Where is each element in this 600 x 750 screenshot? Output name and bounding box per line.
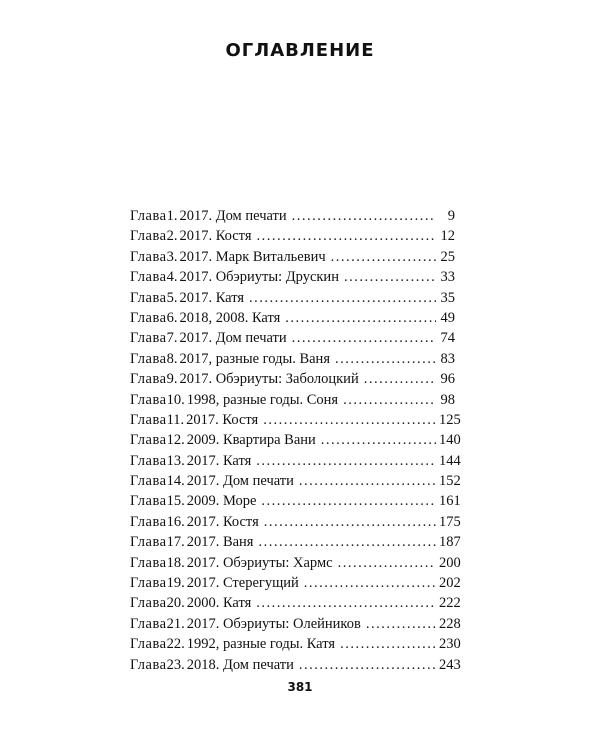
- chapter-number: 10.: [166, 391, 185, 408]
- page-number: 381: [287, 680, 313, 694]
- chapter-title: 2017. Марк Витальевич: [179, 248, 326, 265]
- chapter-page: 187: [439, 534, 461, 551]
- toc-entry: [130, 349, 455, 369]
- toc-entry: [130, 247, 455, 267]
- chapter-number: 6.: [166, 309, 178, 326]
- dot-leader: [292, 328, 436, 348]
- toc-entry: [130, 634, 461, 654]
- chapter-title: 2017. Дом печати: [179, 208, 287, 224]
- chapter-page: 74: [440, 330, 455, 347]
- chapter-label: Глава: [130, 248, 167, 265]
- dot-leader: [344, 267, 436, 287]
- toc-entry: [130, 267, 455, 287]
- chapter-page: 202: [439, 575, 461, 592]
- chapter-page: 96: [440, 371, 455, 388]
- chapter-label: Глава: [130, 269, 167, 286]
- chapter-label: Глава: [130, 208, 167, 224]
- chapter-number: 14.: [166, 473, 185, 490]
- chapter-title: 2009. Море: [186, 493, 257, 510]
- chapter-title: 1992, разные годы. Катя: [186, 636, 336, 653]
- chapter-page: 243: [439, 656, 461, 673]
- chapter-title: 2017, разные годы. Ваня: [179, 350, 330, 367]
- toc-entry: [130, 430, 461, 450]
- dot-leader: [264, 512, 436, 532]
- dot-leader: [304, 573, 436, 593]
- chapter-number: 1.: [166, 208, 178, 224]
- dot-leader: [343, 390, 436, 410]
- chapter-title: 1998, разные годы. Соня: [186, 391, 339, 408]
- chapter-label: Глава: [130, 228, 167, 245]
- toc-entry: [130, 288, 455, 308]
- dot-leader: [256, 593, 436, 613]
- chapter-title: 2018, 2008. Катя: [179, 309, 281, 326]
- chapter-page: 175: [439, 513, 461, 530]
- chapter-number: 7.: [166, 330, 178, 347]
- chapter-label: Глава: [130, 391, 167, 408]
- dot-leader: [292, 206, 436, 226]
- dot-leader: [249, 288, 436, 308]
- chapter-number: 15.: [166, 493, 185, 510]
- chapter-title: 2018. Дом печати: [186, 656, 294, 673]
- toc-entry: [130, 512, 461, 532]
- chapter-number: 9.: [166, 371, 178, 388]
- chapter-number: 19.: [166, 575, 185, 592]
- toc-entry: [130, 655, 461, 675]
- chapter-page: 9: [447, 208, 455, 224]
- toc-entry: [130, 553, 461, 573]
- chapter-label: Глава: [130, 330, 167, 347]
- chapter-label: Глава: [130, 636, 167, 653]
- toc-entry: [130, 390, 455, 410]
- chapter-page: 125: [439, 411, 461, 428]
- chapter-title: 2017. Ваня: [186, 534, 254, 551]
- toc-entry: [130, 226, 455, 246]
- chapter-label: Глава: [130, 411, 167, 428]
- chapter-label: Глава: [130, 513, 167, 530]
- chapter-number: 18.: [166, 554, 185, 571]
- chapter-number: 23.: [166, 656, 185, 673]
- chapter-label: Глава: [130, 656, 167, 673]
- dot-leader: [261, 491, 436, 511]
- dot-leader: [263, 410, 436, 430]
- chapter-number: 8.: [166, 350, 178, 367]
- chapter-title: 2017. Обэриуты: Друскин: [179, 269, 339, 286]
- chapter-page: 49: [440, 309, 455, 326]
- chapter-title: 2017. Стерегущий: [186, 575, 299, 592]
- chapter-page: 35: [440, 289, 455, 306]
- chapter-title: 2017. Обэриуты: Заболоцкий: [179, 371, 359, 388]
- chapter-label: Глава: [130, 493, 167, 510]
- chapter-number: 16.: [166, 513, 185, 530]
- chapter-number: 5.: [166, 289, 178, 306]
- chapter-number: 22.: [166, 636, 185, 653]
- chapter-label: Глава: [130, 452, 167, 469]
- chapter-page: 33: [440, 269, 455, 286]
- dot-leader: [340, 634, 436, 654]
- table-of-contents: [130, 206, 461, 675]
- dot-leader: [285, 308, 436, 328]
- dot-leader: [299, 471, 436, 491]
- toc-entry: [130, 206, 455, 226]
- toc-entry: [130, 451, 461, 471]
- chapter-label: Глава: [130, 309, 167, 326]
- chapter-title: 2000. Катя: [186, 595, 252, 612]
- chapter-page: 140: [439, 432, 461, 449]
- chapter-page: 161: [439, 493, 461, 510]
- toc-entry: [130, 593, 461, 613]
- toc-entry: [130, 614, 461, 634]
- chapter-page: 222: [439, 595, 461, 612]
- chapter-page: 200: [439, 554, 461, 571]
- chapter-number: 21.: [166, 615, 185, 632]
- chapter-number: 3.: [166, 248, 178, 265]
- chapter-title: 2017. Дом печати: [179, 330, 287, 347]
- chapter-label: Глава: [130, 575, 167, 592]
- dot-leader: [257, 226, 437, 246]
- dot-leader: [364, 369, 436, 389]
- chapter-number: 17.: [166, 534, 185, 551]
- chapter-page: 12: [440, 228, 455, 245]
- toc-entry: [130, 308, 455, 328]
- dot-leader: [258, 532, 436, 552]
- chapter-number: 11.: [166, 411, 185, 428]
- chapter-title: 2017. Костя: [186, 411, 259, 428]
- toc-entry: [130, 573, 461, 593]
- toc-entry: [130, 532, 461, 552]
- dot-leader: [321, 430, 436, 450]
- chapter-title: 2017. Катя: [186, 452, 252, 469]
- dot-leader: [256, 451, 436, 471]
- chapter-title: 2009. Квартира Вани: [186, 432, 316, 449]
- toc-entry: [130, 328, 455, 348]
- chapter-title: 2017. Обэриуты: Олейников: [186, 615, 361, 632]
- dot-leader: [335, 349, 436, 369]
- chapter-label: Глава: [130, 350, 167, 367]
- chapter-title: 2017. Дом печати: [186, 473, 294, 490]
- chapter-title: 2017. Костя: [186, 513, 259, 530]
- dot-leader: [331, 247, 436, 267]
- chapter-label: Глава: [130, 534, 167, 551]
- dot-leader: [338, 553, 436, 573]
- chapter-number: 4.: [166, 269, 178, 286]
- chapter-number: 12.: [166, 432, 185, 449]
- toc-entry: [130, 369, 455, 389]
- page-title: ОГЛАВЛЕНИЕ: [225, 40, 375, 61]
- chapter-label: Глава: [130, 473, 167, 490]
- chapter-title: 2017. Катя: [179, 289, 245, 306]
- chapter-page: 228: [439, 615, 461, 632]
- chapter-page: 230: [439, 636, 461, 653]
- dot-leader: [366, 614, 436, 634]
- chapter-label: Глава: [130, 554, 167, 571]
- chapter-label: Глава: [130, 595, 167, 612]
- dot-leader: [299, 655, 436, 675]
- chapter-page: 25: [440, 248, 455, 265]
- chapter-page: 144: [439, 452, 461, 469]
- chapter-page: 98: [440, 391, 455, 408]
- chapter-number: 2.: [166, 228, 178, 245]
- chapter-label: Глава: [130, 432, 167, 449]
- chapter-title: 2017. Обэриуты: Хармс: [186, 554, 333, 571]
- toc-entry: [130, 410, 461, 430]
- chapter-title: 2017. Костя: [179, 228, 252, 245]
- chapter-number: 20.: [166, 595, 185, 612]
- chapter-page: 83: [440, 350, 455, 367]
- toc-entry: [130, 471, 461, 491]
- chapter-label: Глава: [130, 371, 167, 388]
- chapter-label: Глава: [130, 615, 167, 632]
- chapter-page: 152: [439, 473, 461, 490]
- chapter-number: 13.: [166, 452, 185, 469]
- toc-entry: [130, 491, 461, 511]
- chapter-label: Глава: [130, 289, 167, 306]
